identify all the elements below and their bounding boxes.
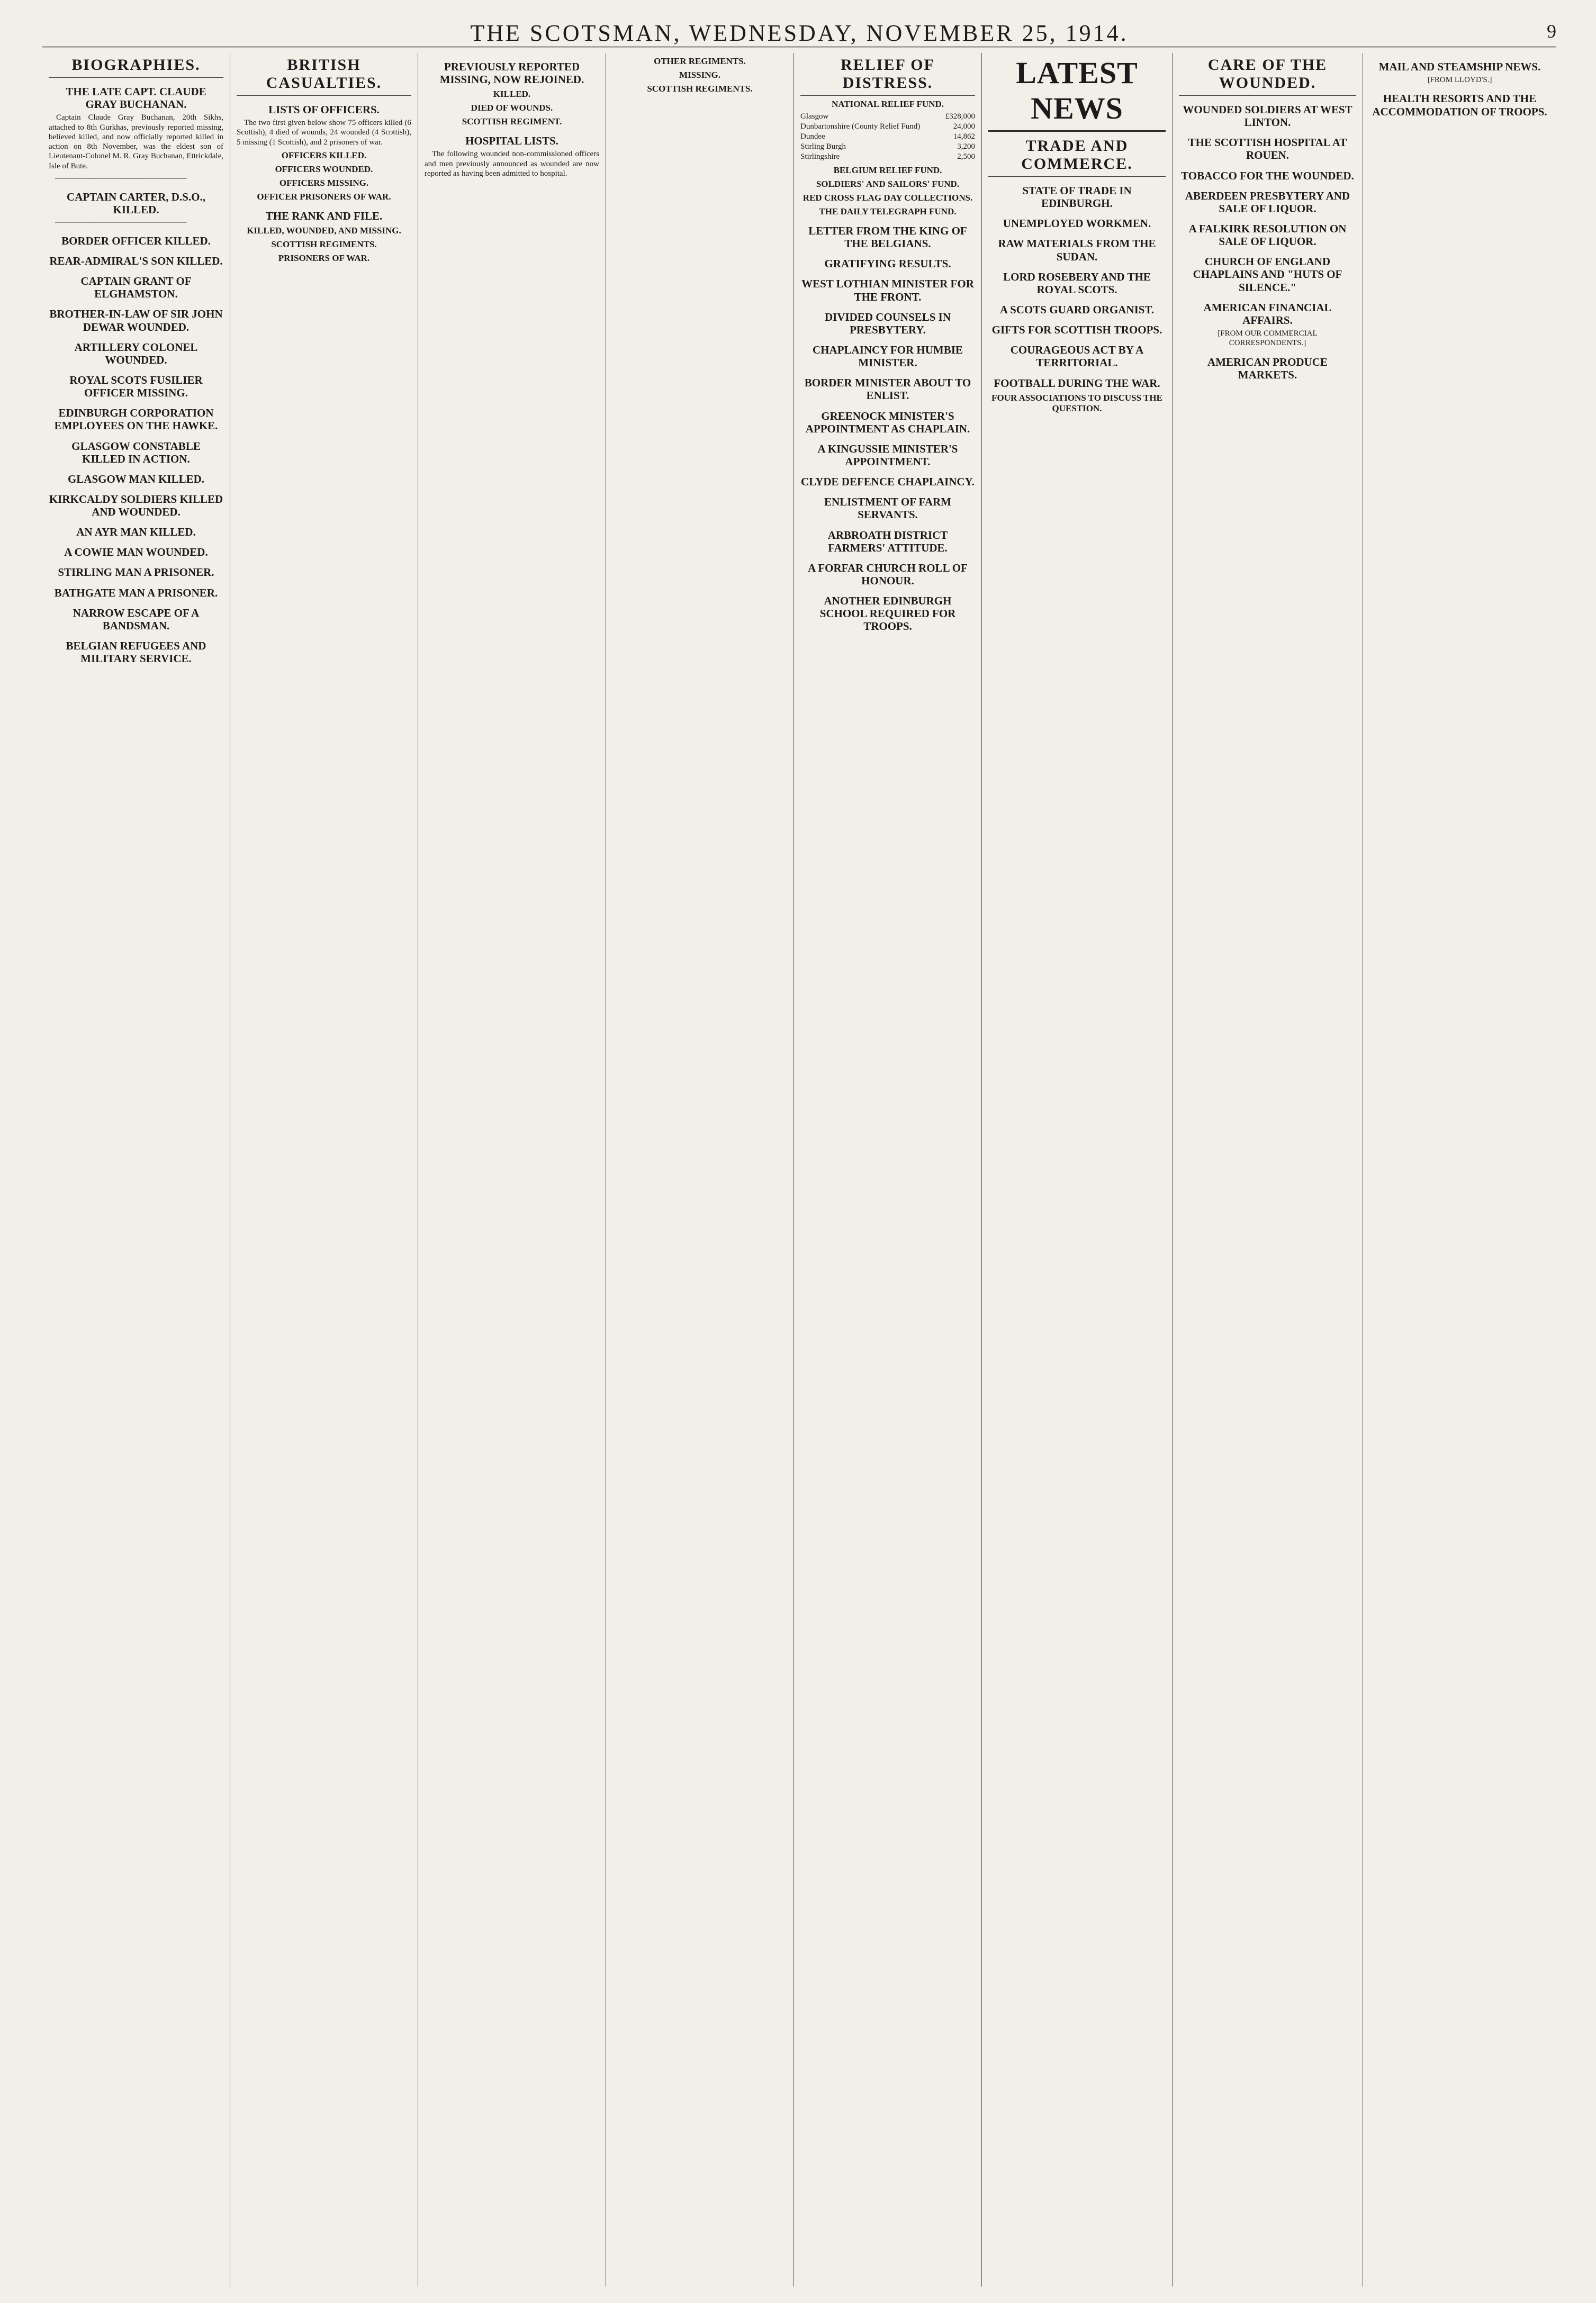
fund-name: Stirling Burgh xyxy=(800,142,846,151)
headline: CLYDE DEFENCE CHAPLAINCY. xyxy=(800,475,975,489)
section-title: BRITISH CASUALTIES. xyxy=(237,56,411,96)
column-care-of-wounded xyxy=(1173,53,1363,2287)
article-text: The two first given below show 75 officers killed (6 Scottish), 4 died of wounds, 24 wounded (4 Scottish), 5 missing (1 Scottish), and 2 prisoners of war. xyxy=(237,119,411,147)
subheading: OTHER REGIMENTS. xyxy=(654,56,746,66)
fund-table xyxy=(800,112,975,162)
headline: ABERDEEN PRESBYTERY AND SALE OF LIQUOR. xyxy=(1185,189,1350,215)
subheading: SCOTTISH REGIMENTS. xyxy=(271,239,377,250)
subheading: OFFICERS WOUNDED. xyxy=(275,164,373,175)
headline: UNEMPLOYED WORKMEN. xyxy=(1003,217,1151,230)
headline: GRATIFYING RESULTS. xyxy=(824,257,951,270)
headline: WOUNDED SOLDIERS AT WEST LINTON. xyxy=(1183,103,1352,129)
article-text: [FROM OUR COMMERCIAL CORRESPONDENTS.] xyxy=(1218,329,1318,348)
headline: AN AYR MAN KILLED. xyxy=(76,526,196,539)
headline: TOBACCO FOR THE WOUNDED. xyxy=(1181,169,1354,182)
table-row xyxy=(800,152,975,162)
headline: A FORFAR CHURCH ROLL OF HONOUR. xyxy=(808,561,968,587)
headline: CHAPLAINCY FOR HUMBIE MINISTER. xyxy=(813,343,963,369)
column-markets-and-shipping xyxy=(1363,53,1556,2287)
headline: A COWIE MAN WOUNDED. xyxy=(64,546,208,559)
column-biographies xyxy=(42,53,230,2287)
column-relief-of-distress xyxy=(794,53,982,2287)
headline: LISTS OF OFFICERS. xyxy=(268,103,380,116)
headline: STATE OF TRADE IN EDINBURGH. xyxy=(1022,184,1132,210)
headline: GLASGOW MAN KILLED. xyxy=(67,472,205,485)
headline: ANOTHER EDINBURGH SCHOOL REQUIRED FOR TROOPS. xyxy=(819,594,956,633)
headline: COURAGEOUS ACT BY A TERRITORIAL. xyxy=(1010,344,1144,369)
newspaper-title: THE SCOTSMAN, WEDNESDAY, NOVEMBER 25, 1914. xyxy=(470,20,1129,46)
subheading: NATIONAL RELIEF FUND. xyxy=(831,99,944,109)
article-body-block: ────────────────────────── xyxy=(55,218,187,227)
headline: BORDER MINISTER ABOUT TO ENLIST. xyxy=(804,376,971,402)
section-title: RELIEF OF DISTRESS. xyxy=(800,56,975,96)
headline: ARBROATH DISTRICT FARMERS' ATTITUDE. xyxy=(827,528,948,554)
headline: GREENOCK MINISTER'S APPOINTMENT AS CHAPLAIN. xyxy=(805,409,970,435)
fund-amount: 24,000 xyxy=(953,122,975,131)
table-row xyxy=(800,122,975,132)
fund-name: Dundee xyxy=(800,132,825,141)
headline: EDINBURGH CORPORATION EMPLOYEES ON THE HAWKE. xyxy=(54,407,218,432)
subheading: OFFICER PRISONERS OF WAR. xyxy=(257,192,391,202)
headline: CAPTAIN CARTER, D.S.O., KILLED. xyxy=(67,190,205,216)
table-row xyxy=(800,132,975,142)
column-latest-news xyxy=(982,53,1173,2287)
subheading: SOLDIERS' AND SAILORS' FUND. xyxy=(816,179,960,189)
headline: LORD ROSEBERY AND THE ROYAL SCOTS. xyxy=(1003,270,1151,296)
headline: AMERICAN PRODUCE MARKETS. xyxy=(1207,355,1328,381)
section-title: CARE OF THE WOUNDED. xyxy=(1179,56,1356,96)
subheading: OFFICERS MISSING. xyxy=(279,178,369,188)
headline: DIVIDED COUNSELS IN PRESBYTERY. xyxy=(824,310,951,336)
subheading: RED CROSS FLAG DAY COLLECTIONS. xyxy=(802,193,973,203)
fund-name: Dunbartonshire (County Relief Fund) xyxy=(800,122,921,131)
table-row xyxy=(800,142,975,152)
fund-amount: £328,000 xyxy=(945,112,975,121)
subheading: PRISONERS OF WAR. xyxy=(278,253,370,264)
subheading: THE DAILY TELEGRAPH FUND. xyxy=(819,206,957,216)
headline: WEST LOTHIAN MINISTER FOR THE FRONT. xyxy=(801,277,974,303)
section-title: LATEST NEWS xyxy=(988,55,1166,132)
headline: BATHGATE MAN A PRISONER. xyxy=(54,586,218,599)
headline: NARROW ESCAPE OF A BANDSMAN. xyxy=(73,606,200,632)
column-british-casualties xyxy=(230,53,418,2287)
subheading: SCOTTISH REGIMENTS. xyxy=(647,84,753,94)
headline: THE SCOTTISH HOSPITAL AT ROUEN. xyxy=(1188,136,1347,162)
headline: KIRKCALDY SOLDIERS KILLED AND WOUNDED. xyxy=(49,492,223,519)
headline: GIFTS FOR SCOTTISH TROOPS. xyxy=(991,323,1162,337)
page-number: 9 xyxy=(1547,21,1556,42)
table-row xyxy=(800,112,975,122)
masthead xyxy=(42,10,1556,48)
article-text: [FROM LLOYD'S.] xyxy=(1427,76,1492,85)
columns xyxy=(42,53,1556,2287)
headline: ROYAL SCOTS FUSILIER OFFICER MISSING. xyxy=(69,373,203,400)
headline: PREVIOUSLY REPORTED MISSING, NOW REJOINED. xyxy=(439,60,584,86)
headline: A KINGUSSIE MINISTER'S APPOINTMENT. xyxy=(817,442,958,468)
headline: THE LATE CAPT. CLAUDE GRAY BUCHANAN. xyxy=(66,85,206,111)
article-text: Captain Claude Gray Buchanan, 20th Sikhs, attached to 8th Gurkhas, previously reported missing, believed killed, and now officially reported killed in action on 8th November, was the eldest son of Lieutenant-Colonel M. R. Gray Buchanan, Ettrickdale, Isle of Bute. xyxy=(49,113,223,170)
headline: HOSPITAL LISTS. xyxy=(465,134,558,148)
headline: FOOTBALL DURING THE WAR. xyxy=(994,376,1160,390)
article-body-block: ────────────────────────── xyxy=(55,174,187,183)
headline: LETTER FROM THE KING OF THE BELGIANS. xyxy=(808,224,967,250)
section-title: BIOGRAPHIES. xyxy=(49,56,223,78)
headline: CHURCH OF ENGLAND CHAPLAINS AND "HUTS OF SILENCE." xyxy=(1193,255,1342,294)
fund-name: Glasgow xyxy=(800,112,829,121)
fund-amount: 2,500 xyxy=(957,152,975,161)
fund-amount: 14,862 xyxy=(953,132,975,141)
subheading: DIED OF WOUNDS. xyxy=(471,103,553,113)
headline: THE RANK AND FILE. xyxy=(265,210,383,223)
article-text: The following wounded non-commissioned officers and men previously announced as wounded are now reported as having been admitted to hospital. xyxy=(425,150,599,178)
fund-name: Stirlingshire xyxy=(800,152,840,161)
headline: RAW MATERIALS FROM THE SUDAN. xyxy=(998,237,1156,263)
fund-amount: 3,200 xyxy=(957,142,975,151)
subheading: MISSING. xyxy=(679,70,720,80)
headline: MAIL AND STEAMSHIP NEWS. xyxy=(1378,60,1541,73)
subheading: OFFICERS KILLED. xyxy=(281,150,367,161)
column-casualty-lists xyxy=(418,53,606,2287)
headline: HEALTH RESORTS AND THE ACCOMMODATION OF TROOPS. xyxy=(1372,92,1547,118)
headline: BROTHER-IN-LAW OF SIR JOHN DEWAR WOUNDED. xyxy=(49,308,223,333)
headline: A FALKIRK RESOLUTION ON SALE OF LIQUOR. xyxy=(1188,222,1347,248)
subheading: BELGIUM RELIEF FUND. xyxy=(833,165,942,175)
section-title: TRADE AND COMMERCE. xyxy=(988,137,1166,177)
headline: BELGIAN REFUGEES AND MILITARY SERVICE. xyxy=(66,639,206,665)
headline: ENLISTMENT OF FARM SERVANTS. xyxy=(824,495,951,521)
subheading: SCOTTISH REGIMENT. xyxy=(462,116,562,127)
headline: GLASGOW CONSTABLE KILLED IN ACTION. xyxy=(71,439,201,465)
headline: A SCOTS GUARD ORGANIST. xyxy=(999,303,1155,316)
headline: AMERICAN FINANCIAL AFFAIRS. xyxy=(1203,301,1332,327)
column-casualty-lists-continued xyxy=(606,53,794,2287)
headline: CAPTAIN GRANT OF ELGHAMSTON. xyxy=(80,275,192,301)
headline: STIRLING MAN A PRISONER. xyxy=(58,566,214,579)
headline: REAR-ADMIRAL'S SON KILLED. xyxy=(49,254,223,267)
headline: ARTILLERY COLONEL WOUNDED. xyxy=(74,340,198,366)
subheading: KILLED, WOUNDED, AND MISSING. xyxy=(247,225,401,236)
headline: BORDER OFFICER KILLED. xyxy=(61,234,211,247)
subheading: KILLED. xyxy=(493,89,531,100)
subheading: FOUR ASSOCIATIONS TO DISCUSS THE QUESTION. xyxy=(991,392,1162,413)
